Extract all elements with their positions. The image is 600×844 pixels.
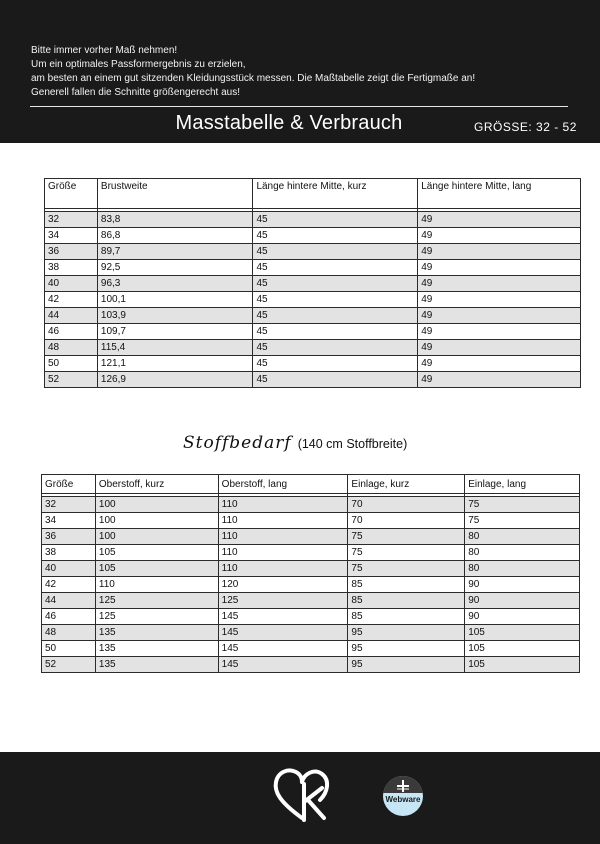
table-cell: 49 bbox=[418, 324, 581, 340]
table-cell: 85 bbox=[348, 577, 465, 593]
table-cell: 34 bbox=[42, 513, 96, 529]
table-cell: 49 bbox=[418, 372, 581, 388]
table-cell: 110 bbox=[218, 545, 348, 561]
table-cell: 105 bbox=[95, 561, 218, 577]
table-cell: 110 bbox=[218, 513, 348, 529]
table-cell: 49 bbox=[418, 260, 581, 276]
table-cell: 110 bbox=[218, 561, 348, 577]
intro-line: Um ein optimales Passformergebnis zu erzielen, bbox=[31, 59, 246, 70]
table-cell: 45 bbox=[253, 292, 418, 308]
footer bbox=[0, 752, 600, 844]
table-cell: 86,8 bbox=[97, 228, 253, 244]
fabric-note: (140 cm Stoffbreite) bbox=[297, 437, 408, 451]
plus-icon bbox=[396, 779, 410, 793]
fabric-label: Stoffbedarf bbox=[183, 433, 292, 453]
intro-text bbox=[31, 44, 475, 100]
table-cell: 83,8 bbox=[97, 212, 253, 228]
table-cell: 45 bbox=[253, 260, 418, 276]
table-cell: 32 bbox=[42, 497, 96, 513]
fabric-table bbox=[41, 474, 580, 673]
table-cell: 85 bbox=[348, 609, 465, 625]
table-cell: 100 bbox=[95, 497, 218, 513]
intro-line: Bitte immer vorher Maß nehmen! bbox=[31, 45, 178, 56]
table-row bbox=[45, 228, 581, 244]
table-cell: 121,1 bbox=[97, 356, 253, 372]
table-cell: 45 bbox=[253, 340, 418, 356]
table-row bbox=[42, 545, 580, 561]
table-cell: 145 bbox=[218, 641, 348, 657]
table-cell: 46 bbox=[42, 609, 96, 625]
content-area bbox=[0, 143, 600, 752]
table-cell: 36 bbox=[45, 244, 98, 260]
table-cell: 75 bbox=[348, 561, 465, 577]
table-cell: 100,1 bbox=[97, 292, 253, 308]
table-row bbox=[42, 561, 580, 577]
table-header-row bbox=[45, 179, 581, 209]
column-header: Oberstoff, kurz bbox=[95, 475, 218, 494]
table-cell: 38 bbox=[42, 545, 96, 561]
table-cell: 75 bbox=[465, 513, 580, 529]
table-cell: 92,5 bbox=[97, 260, 253, 276]
table-row bbox=[45, 260, 581, 276]
intro-line: am besten an einem gut sitzenden Kleidungsstück messen. Die Maßtabelle zeigt die Fertigmaße an! bbox=[31, 73, 476, 84]
table-cell: 110 bbox=[95, 577, 218, 593]
column-header: Länge hintere Mitte, kurz bbox=[253, 179, 418, 209]
table-cell: 48 bbox=[45, 340, 98, 356]
table-row bbox=[42, 529, 580, 545]
table-cell: 145 bbox=[218, 625, 348, 641]
table-cell: 36 bbox=[42, 529, 96, 545]
table-row bbox=[45, 372, 581, 388]
table-cell: 95 bbox=[348, 657, 465, 673]
table-cell: 80 bbox=[465, 545, 580, 561]
table-cell: 135 bbox=[95, 657, 218, 673]
table-cell: 105 bbox=[95, 545, 218, 561]
table-cell: 125 bbox=[95, 609, 218, 625]
table-cell: 49 bbox=[418, 356, 581, 372]
table-cell: 45 bbox=[253, 308, 418, 324]
table-cell: 45 bbox=[253, 372, 418, 388]
table-row bbox=[45, 308, 581, 324]
table-cell: 40 bbox=[42, 561, 96, 577]
table-cell: 80 bbox=[465, 561, 580, 577]
table-cell: 90 bbox=[465, 593, 580, 609]
table-cell: 45 bbox=[253, 356, 418, 372]
table-cell: 135 bbox=[95, 641, 218, 657]
table-cell: 145 bbox=[218, 657, 348, 673]
table-cell: 103,9 bbox=[97, 308, 253, 324]
fabric-table-body bbox=[42, 494, 580, 673]
webware-badge bbox=[383, 776, 423, 816]
badge-label: Webware bbox=[385, 795, 421, 804]
page-title: Masstabelle & Verbrauch bbox=[175, 112, 403, 134]
intro-line: Generell fallen die Schnitte größengerecht aus! bbox=[31, 87, 241, 98]
measure-table bbox=[44, 178, 581, 388]
table-cell: 49 bbox=[418, 292, 581, 308]
table-row bbox=[42, 641, 580, 657]
table-row bbox=[45, 276, 581, 292]
table-cell: 34 bbox=[45, 228, 98, 244]
table-cell: 45 bbox=[253, 244, 418, 260]
table-cell: 135 bbox=[95, 625, 218, 641]
table-cell: 45 bbox=[253, 276, 418, 292]
table-cell: 45 bbox=[253, 212, 418, 228]
table-cell: 120 bbox=[218, 577, 348, 593]
table-row bbox=[42, 609, 580, 625]
table-cell: 48 bbox=[42, 625, 96, 641]
table-cell: 115,4 bbox=[97, 340, 253, 356]
fabric-heading bbox=[183, 433, 407, 453]
column-header: Länge hintere Mitte, lang bbox=[418, 179, 581, 209]
column-header: Größe bbox=[42, 475, 96, 494]
table-row bbox=[45, 340, 581, 356]
column-header: Einlage, lang bbox=[465, 475, 580, 494]
table-row bbox=[45, 292, 581, 308]
table-cell: 38 bbox=[45, 260, 98, 276]
table-cell: 44 bbox=[42, 593, 96, 609]
table-cell: 32 bbox=[45, 212, 98, 228]
table-cell: 49 bbox=[418, 212, 581, 228]
table-cell: 50 bbox=[45, 356, 98, 372]
table-cell: 70 bbox=[348, 497, 465, 513]
table-cell: 85 bbox=[348, 593, 465, 609]
table-cell: 75 bbox=[348, 545, 465, 561]
header bbox=[0, 0, 600, 143]
size-range: GRÖSSE: 32 - 52 bbox=[474, 120, 577, 134]
table-cell: 105 bbox=[465, 657, 580, 673]
table-cell: 50 bbox=[42, 641, 96, 657]
table-cell: 96,3 bbox=[97, 276, 253, 292]
table-row bbox=[42, 625, 580, 641]
table-cell: 52 bbox=[45, 372, 98, 388]
table-cell: 125 bbox=[95, 593, 218, 609]
table-row bbox=[42, 657, 580, 673]
table-row bbox=[45, 244, 581, 260]
table-cell: 42 bbox=[45, 292, 98, 308]
table-cell: 49 bbox=[418, 244, 581, 260]
table-row bbox=[42, 577, 580, 593]
table-cell: 70 bbox=[348, 513, 465, 529]
table-cell: 42 bbox=[42, 577, 96, 593]
table-cell: 105 bbox=[465, 641, 580, 657]
column-header: Größe bbox=[45, 179, 98, 209]
table-cell: 100 bbox=[95, 529, 218, 545]
table-row bbox=[45, 212, 581, 228]
column-header: Oberstoff, lang bbox=[218, 475, 348, 494]
table-cell: 109,7 bbox=[97, 324, 253, 340]
heart-k-logo-icon bbox=[270, 762, 334, 824]
table-cell: 95 bbox=[348, 641, 465, 657]
table-cell: 80 bbox=[465, 529, 580, 545]
table-cell: 100 bbox=[95, 513, 218, 529]
table-cell: 44 bbox=[45, 308, 98, 324]
table-cell: 45 bbox=[253, 228, 418, 244]
measure-table-body bbox=[45, 209, 581, 388]
table-cell: 49 bbox=[418, 228, 581, 244]
table-cell: 52 bbox=[42, 657, 96, 673]
table-row bbox=[42, 593, 580, 609]
table-row bbox=[42, 497, 580, 513]
table-cell: 49 bbox=[418, 308, 581, 324]
table-cell: 75 bbox=[465, 497, 580, 513]
table-cell: 45 bbox=[253, 324, 418, 340]
table-cell: 90 bbox=[465, 577, 580, 593]
table-cell: 75 bbox=[348, 529, 465, 545]
table-cell: 125 bbox=[218, 593, 348, 609]
table-cell: 49 bbox=[418, 340, 581, 356]
table-row bbox=[42, 513, 580, 529]
table-cell: 40 bbox=[45, 276, 98, 292]
column-header: Einlage, kurz bbox=[348, 475, 465, 494]
table-cell: 95 bbox=[348, 625, 465, 641]
table-cell: 105 bbox=[465, 625, 580, 641]
table-cell: 110 bbox=[218, 497, 348, 513]
table-cell: 89,7 bbox=[97, 244, 253, 260]
table-row bbox=[45, 356, 581, 372]
table-header-row bbox=[42, 475, 580, 494]
table-cell: 46 bbox=[45, 324, 98, 340]
table-cell: 126,9 bbox=[97, 372, 253, 388]
table-cell: 90 bbox=[465, 609, 580, 625]
column-header: Brustweite bbox=[97, 179, 253, 209]
table-cell: 49 bbox=[418, 276, 581, 292]
table-cell: 110 bbox=[218, 529, 348, 545]
table-cell: 145 bbox=[218, 609, 348, 625]
header-divider bbox=[30, 106, 568, 107]
table-row bbox=[45, 324, 581, 340]
